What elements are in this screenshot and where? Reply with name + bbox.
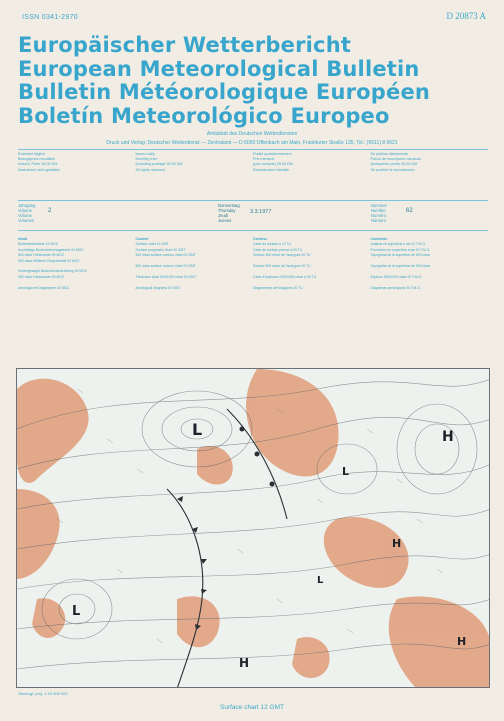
contents-column-de: Inhalt Bodenwetterkarte 12 MGZ Kurzfristige Bodenvorhersagekarte 00 MGZ 500 mbar Höhenkarte 00 MGZ 500 mbar Mittleres Geopotential 00 MGZ Vorhergesagte Bodendruckverteilung 00 MGZ 300 mbar Höhenkarte 00 MGZ Aerologische Diagramme 00 MGZ [18,237,87,290]
contents-table [18,237,488,291]
info-column-es: Se publica diariamente Precio de suscripción mensual (incluyendo porte) 28,00 DM Se prohibe la reproducción [370,152,421,172]
high-pressure-label: H [442,429,454,445]
volume-labels: Jahrgang Volume Volume Volumen [18,203,36,223]
contents-column-fr: Contenu Carte de surface à 12 TU Carte de surface prévue à 00 TU Surface 500 mbar de l'isohypse 00 TU Surface 500 mbar de l'isohypse 00 TU Carte d'épaisseur 500/1000 mbar à 00 TU Diagrammes aérologiques 00 TU [253,237,317,290]
volume-value: 2 [48,208,52,214]
weekday-labels: Donnerstag Thursday Jeudi Jueves [218,203,240,223]
issue-date: 3.3.1977 [250,209,272,215]
title-french: Bulletin Météorologique Européen [18,80,431,104]
divider [18,200,488,201]
publication-info [18,152,488,173]
title-spanish: Boletín Meteorológico Europeo [18,103,390,128]
title-english: European Meteorological Bulletin [18,56,420,81]
number-value: 62 [406,208,413,214]
issn-label: ISSN 0341-2970 [22,14,78,21]
surface-chart-map [16,368,490,688]
contents-column-en: Content Surface chart 12 GMT Surface prognostic chart 00 GMT 500 mbar surface contour chart 00 GMT 500 mbar surface contour chart 00 GMT Thickness chart 500/1000 mbar 00 GMT Aerological diagrams 00 GMT [135,237,197,290]
title-block [18,34,488,128]
map-caption: Surface chart 12 GMT [220,704,284,711]
info-column-en: Issued daily Monthly price (including postage 28,00 DM All rights reserved [135,152,183,172]
low-pressure-label: L [342,465,350,478]
high-pressure-label: H [392,537,402,550]
subtitle-line1: Amtsblatt des Deutschen Wetterdienstes [206,131,298,137]
high-pressure-label: H [239,656,250,670]
low-pressure-label: L [72,604,81,619]
weather-map-drawing [17,369,490,688]
contents-column-es: Contenido Análisis en superficie a las 12 T.M.G. Pronóstico en superficie a las 00 T.M.G. Topografía de la superficie de 500 mbar Topografía de la superficie de 500 mbar Espesor 500/1000 mbar 00 T.M.G. Diagramas aerológicos 00 T.M.G. [370,237,431,290]
low-pressure-label: L [317,575,324,586]
title-german: Europäischer Wetterbericht [18,33,352,57]
number-labels: Nummer Number Numéro Número [371,203,388,223]
high-pressure-label: H [457,635,467,648]
divider [18,230,488,231]
projection-note: Stereogr. proj. 1:20 000 000 [18,691,68,696]
subtitle-line2: Druck und Verlag: Deutscher Wetterdienst — Zentralamt — D 6050 Offenbach am Main, Frankfurter Straße 135, Tel.: (0611) 8 0621 [106,140,398,146]
info-column-fr: Publié quotidiennement Prix mensuel (port compris) 28,00 DM Reproduction interdite [253,152,293,172]
document-code: D 20873 A [446,11,486,21]
info-column-de: Erscheint täglich Bezugspreis monatlich einschl. Porto 28,00 DM Nachdruck nicht gestattet [18,152,60,172]
low-pressure-label: L [192,420,203,439]
divider [18,149,488,150]
